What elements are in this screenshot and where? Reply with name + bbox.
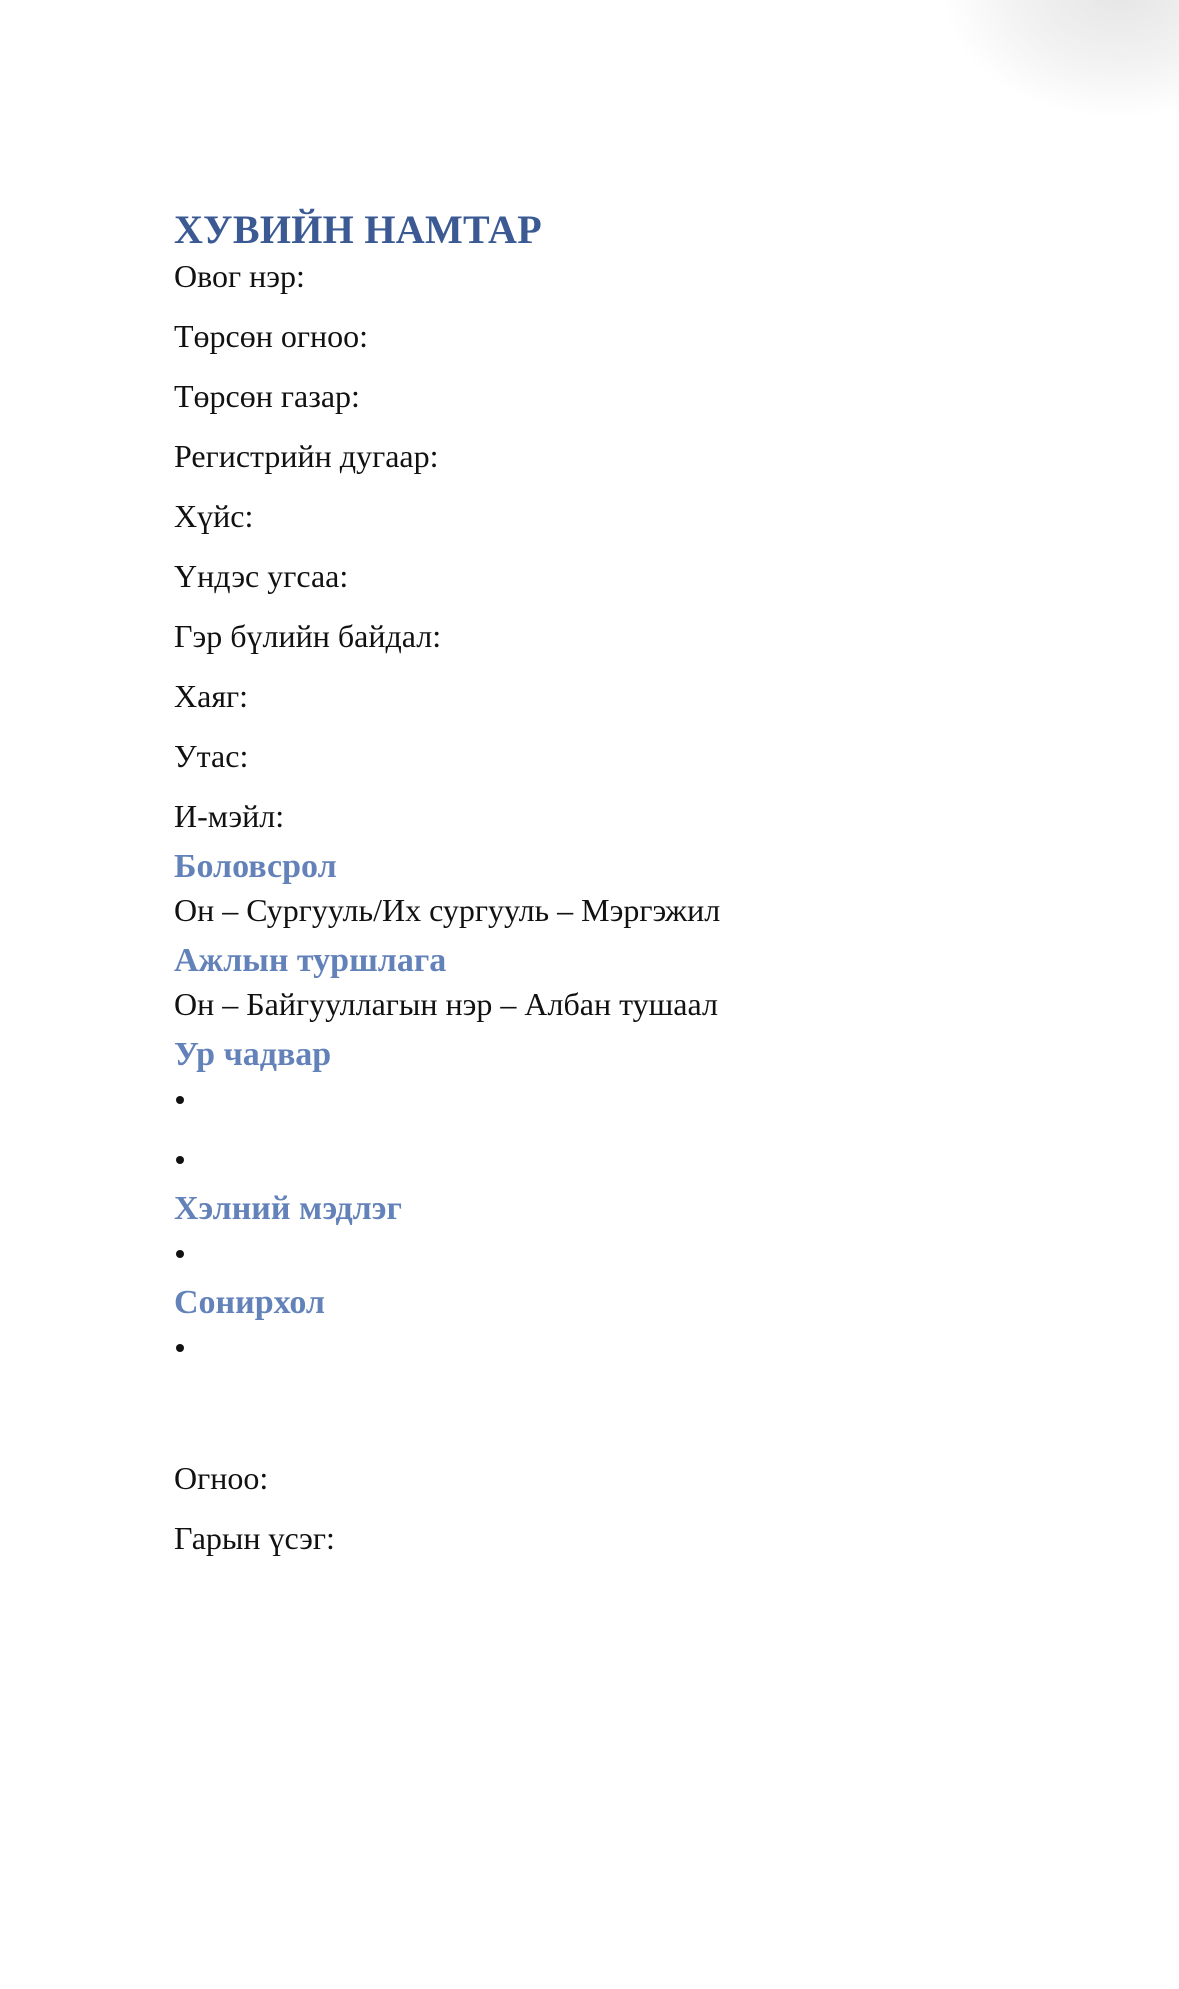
signature-block bbox=[174, 1462, 1074, 1554]
document-title: ХУВИЙН НАМТАР bbox=[174, 207, 542, 252]
experience-heading: Ажлын туршлага bbox=[174, 942, 447, 979]
field-address: Хаяг: bbox=[174, 678, 249, 714]
languages-bullet bbox=[174, 1236, 1074, 1268]
education-entry: Он – Сургууль/Их сургууль – Мэргэжил bbox=[174, 892, 721, 928]
field-birth-date: Төрсөн огноо: bbox=[174, 318, 369, 354]
skills-list bbox=[174, 1082, 1074, 1174]
languages-section bbox=[174, 1192, 1074, 1268]
hobbies-heading: Сонирхол bbox=[174, 1284, 325, 1321]
field-birth-place: Төрсөн газар: bbox=[174, 378, 360, 414]
experience-section bbox=[174, 944, 1074, 1020]
field-name: Овог нэр: bbox=[174, 258, 305, 294]
page-corner-shadow bbox=[939, 0, 1179, 120]
date-label: Огноо: bbox=[174, 1460, 269, 1496]
languages-list bbox=[174, 1236, 1074, 1268]
personal-info-fields bbox=[174, 260, 1074, 832]
hobbies-section bbox=[174, 1286, 1074, 1362]
field-ethnicity: Үндэс угсаа: bbox=[174, 558, 349, 594]
field-phone: Утас: bbox=[174, 738, 249, 774]
education-section bbox=[174, 850, 1074, 926]
languages-heading: Хэлний мэдлэг bbox=[174, 1190, 402, 1227]
field-registration-number: Регистрийн дугаар: bbox=[174, 438, 439, 474]
signature-label: Гарын үсэг: bbox=[174, 1520, 335, 1556]
document-page bbox=[174, 207, 1074, 1556]
hobbies-list bbox=[174, 1330, 1074, 1362]
experience-entry: Он – Байгууллагын нэр – Албан тушаал bbox=[174, 986, 718, 1022]
education-heading: Боловсрол bbox=[174, 848, 337, 885]
field-marital-status: Гэр бүлийн байдал: bbox=[174, 618, 442, 654]
skills-bullet bbox=[174, 1142, 1074, 1174]
skills-section bbox=[174, 1038, 1074, 1174]
hobbies-bullet bbox=[174, 1330, 1074, 1362]
skills-heading: Ур чадвар bbox=[174, 1036, 332, 1073]
field-gender: Хүйс: bbox=[174, 498, 254, 534]
skills-bullet bbox=[174, 1082, 1074, 1114]
field-email: И-мэйл: bbox=[174, 798, 285, 834]
